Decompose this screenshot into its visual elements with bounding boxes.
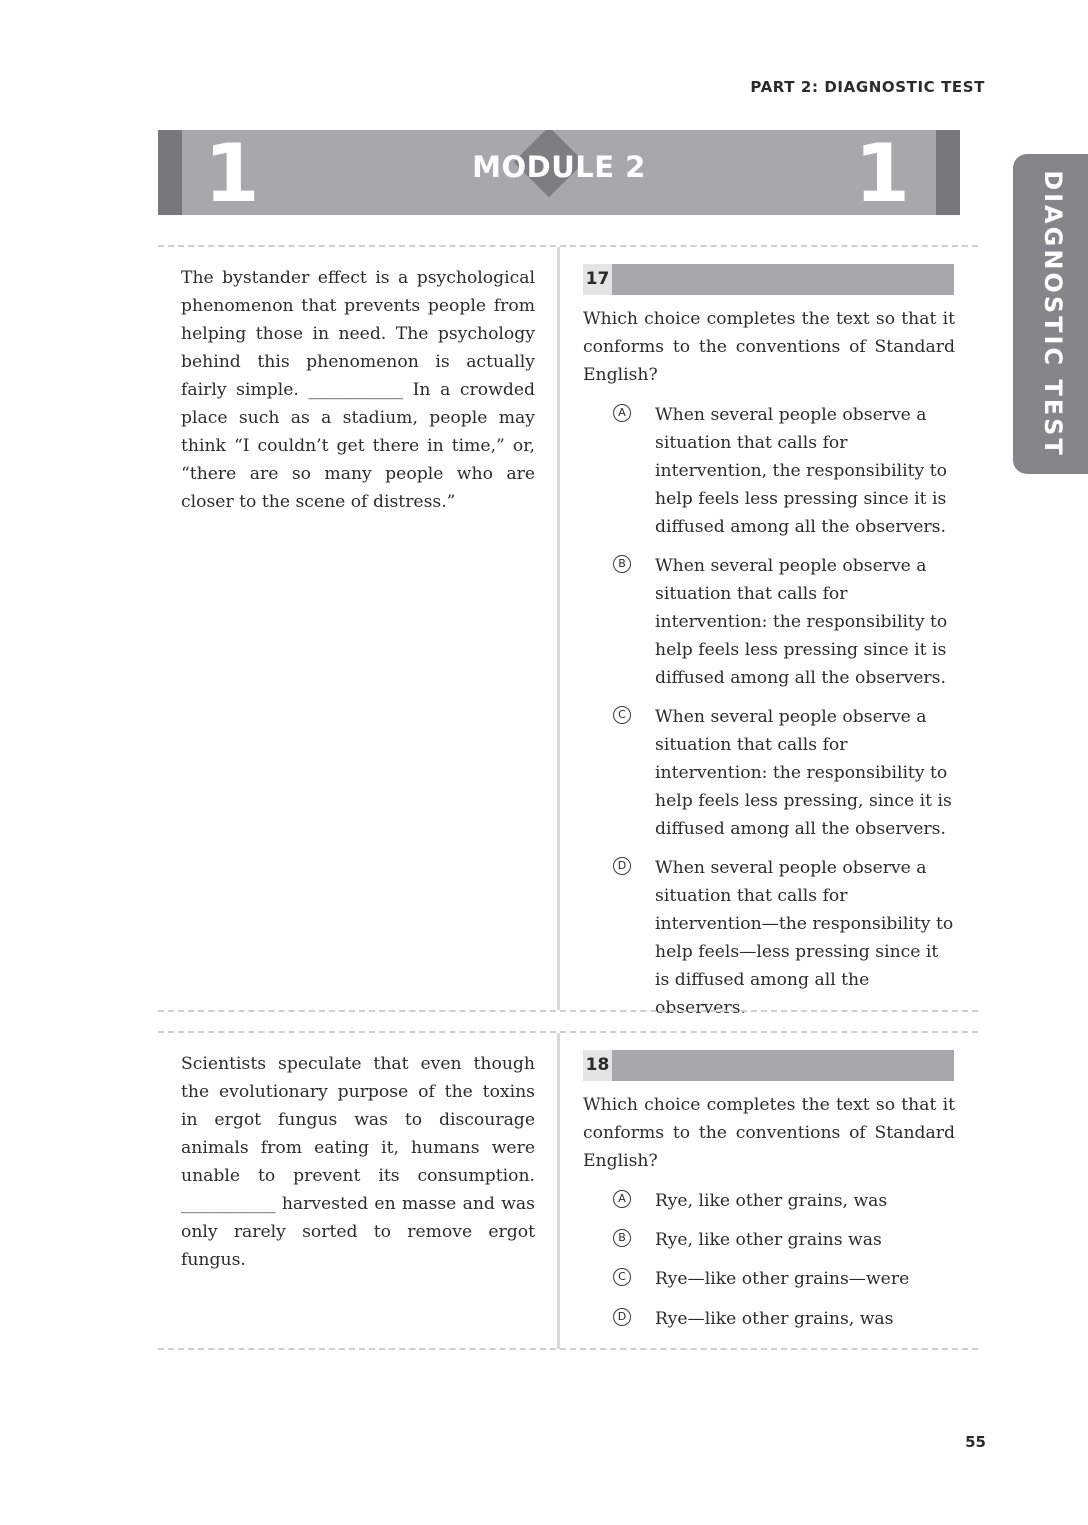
block-top-border [158,245,978,247]
question-stem: Which choice completes the text so that it conforms to the conventions of Standard English? [583,309,955,385]
question-number-bar [583,1050,954,1081]
question-stem: Which choice completes the text so that it conforms to the conventions of Standard English? [583,1095,955,1171]
choice-text-a: When several people observe a situation that calls for intervention, the responsibility to help feels less pressing since it is diffused among all the observers. [655,405,947,537]
passage-text: The bystander effect is a psychological phenomenon that prevents people from helping those in need. The psychology behind this phenomenon is actually fairly simple. ___________ In a crowded place such as a stadium, people may think “I couldn’t get there in time,” or, “there are so many people who are closer to the scene of distress.” [181,268,535,512]
module-title: MODULE 2 [472,150,646,184]
page-number: 55 [965,1433,986,1451]
block-bottom-border [158,1010,978,1012]
choice-text-c: Rye—like other grains—were [655,1269,910,1289]
column-divider [557,1033,560,1349]
running-head: PART 2: DIAGNOSTIC TEST [750,78,985,96]
module-banner [158,130,960,215]
choice-bubble-c[interactable]: C [613,1268,631,1286]
choice-text-d: When several people observe a situation that calls for intervention—the responsibility to help feels—less pressing since it is diffused among all the observers. [655,858,954,1018]
choice-text-a: Rye, like other grains, was [655,1191,888,1211]
question-number-bar [583,264,954,295]
question-number: 18 [583,1050,612,1081]
column-divider [557,247,560,1010]
choice-text-d: Rye—like other grains, was [655,1309,894,1329]
question-number: 17 [583,264,612,295]
section-number-right: 1 [854,130,910,215]
choice-bubble-d[interactable]: D [613,1308,631,1326]
choice-text-c: When several people observe a situation that calls for intervention: the responsibility to help feels less pressing, since it is diffused among all the observers. [655,707,952,839]
choice-bubble-b[interactable]: B [613,555,631,573]
block-top-border [158,1031,978,1033]
choice-bubble-d[interactable]: D [613,857,631,875]
choice-bubble-c[interactable]: C [613,706,631,724]
choice-text-b: Rye, like other grains was [655,1230,882,1250]
section-number-left: 1 [204,130,260,215]
passage-text: Scientists speculate that even though the evolutionary purpose of the toxins in ergot fungus was to discourage animals from eating it, humans were unable to prevent its consumption. ___________ harvested en masse and was only rarely sorted to remove ergot fungus. [181,1054,535,1270]
side-tab-label: DIAGNOSTIC TEST [1039,170,1067,458]
choice-bubble-a[interactable]: A [613,404,631,422]
choice-bubble-a[interactable]: A [613,1190,631,1208]
side-tab [1013,154,1088,474]
block-bottom-border [158,1348,978,1350]
choice-text-b: When several people observe a situation that calls for intervention: the responsibility to help feels less pressing since it is diffused among all the observers. [655,556,948,688]
choice-bubble-b[interactable]: B [613,1229,631,1247]
